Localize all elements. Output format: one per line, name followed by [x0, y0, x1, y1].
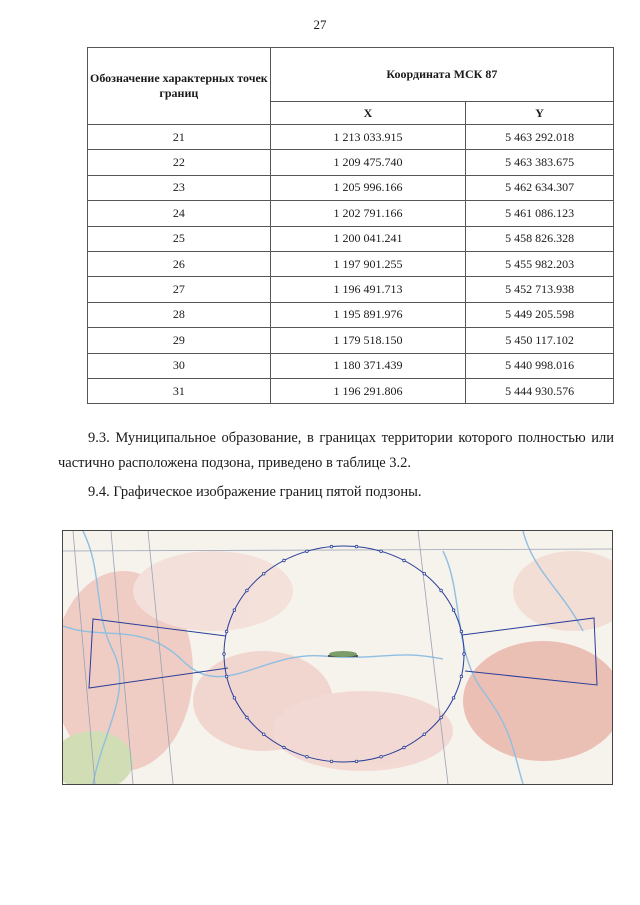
- x-cell: 1 196 291.806: [270, 378, 466, 403]
- vertex-marker: [460, 675, 463, 678]
- vertex-marker: [440, 716, 443, 719]
- vertex-marker: [246, 589, 249, 592]
- vertex-marker: [380, 550, 383, 553]
- x-cell: 1 209 475.740: [270, 150, 466, 175]
- vertex-marker: [283, 746, 286, 749]
- coordinates-table: [87, 47, 614, 404]
- y-cell: 5 452 713.938: [466, 277, 614, 302]
- y-cell: 5 455 982.203: [466, 251, 614, 276]
- vertex-marker: [330, 545, 333, 548]
- vertex-marker: [403, 746, 406, 749]
- x-cell: 1 196 491.713: [270, 277, 466, 302]
- vertex-marker: [463, 653, 466, 656]
- paragraph-9-4: 9.4. Графическое изображение границ пятой подзоны.: [88, 484, 422, 500]
- table-row: [88, 175, 614, 200]
- point-cell: 26: [88, 251, 271, 276]
- table-row: [88, 353, 614, 378]
- coords-header: Координата МСК 87: [270, 48, 613, 102]
- vertex-marker: [223, 653, 226, 656]
- vertex-marker: [460, 630, 463, 633]
- table-row: [88, 226, 614, 251]
- points-header: Обозначение характерных точек границ: [88, 48, 271, 125]
- x-cell: 1 180 371.439: [270, 353, 466, 378]
- vertex-marker: [452, 609, 455, 612]
- x-cell: 1 202 791.166: [270, 201, 466, 226]
- y-cell: 5 461 086.123: [466, 201, 614, 226]
- table-row: [88, 125, 614, 150]
- x-cell: 1 197 901.255: [270, 251, 466, 276]
- vertex-marker: [330, 760, 333, 763]
- x-cell: 1 200 041.241: [270, 226, 466, 251]
- table-row: [88, 277, 614, 302]
- table-row: [88, 251, 614, 276]
- point-cell: 23: [88, 175, 271, 200]
- vertex-marker: [306, 550, 309, 553]
- vertex-marker: [262, 572, 265, 575]
- point-cell: 25: [88, 226, 271, 251]
- x-header: X: [270, 102, 466, 125]
- x-cell: 1 195 891.976: [270, 302, 466, 327]
- vertex-marker: [225, 630, 228, 633]
- y-cell: 5 449 205.598: [466, 302, 614, 327]
- vertex-marker: [306, 755, 309, 758]
- vertex-marker: [380, 755, 383, 758]
- x-cell: 1 213 033.915: [270, 125, 466, 150]
- y-cell: 5 444 930.576: [466, 378, 614, 403]
- y-cell: 5 458 826.328: [466, 226, 614, 251]
- table-row: [88, 378, 614, 403]
- vertex-marker: [225, 675, 228, 678]
- y-cell: 5 463 292.018: [466, 125, 614, 150]
- vertex-marker: [233, 697, 236, 700]
- x-cell: 1 179 518.150: [270, 328, 466, 353]
- table-row: [88, 201, 614, 226]
- table-row: [88, 328, 614, 353]
- vertex-marker: [355, 760, 358, 763]
- table-row: [88, 302, 614, 327]
- page-number: 27: [313, 17, 327, 32]
- vertex-marker: [262, 733, 265, 736]
- point-cell: 21: [88, 125, 271, 150]
- point-cell: 27: [88, 277, 271, 302]
- vertex-marker: [233, 609, 236, 612]
- vertex-marker: [246, 716, 249, 719]
- vertex-marker: [355, 545, 358, 548]
- point-cell: 28: [88, 302, 271, 327]
- table-row: [88, 150, 614, 175]
- point-cell: 30: [88, 353, 271, 378]
- paragraph-9-3: 9.3. Муниципальное образование, в границах территории которого полностью или частично расположена подзона, приведено в таблице 3.2.: [58, 430, 614, 471]
- y-header: Y: [466, 102, 614, 125]
- y-cell: 5 462 634.307: [466, 175, 614, 200]
- vertex-marker: [403, 559, 406, 562]
- y-cell: 5 450 117.102: [466, 328, 614, 353]
- point-cell: 22: [88, 150, 271, 175]
- vertex-marker: [423, 733, 426, 736]
- point-cell: 24: [88, 201, 271, 226]
- subzone-map: [62, 530, 613, 785]
- vertex-marker: [283, 559, 286, 562]
- y-cell: 5 440 998.016: [466, 353, 614, 378]
- vertex-marker: [452, 697, 455, 700]
- point-cell: 29: [88, 328, 271, 353]
- vertex-marker: [423, 572, 426, 575]
- y-cell: 5 463 383.675: [466, 150, 614, 175]
- vertex-marker: [440, 589, 443, 592]
- point-cell: 31: [88, 378, 271, 403]
- x-cell: 1 205 996.166: [270, 175, 466, 200]
